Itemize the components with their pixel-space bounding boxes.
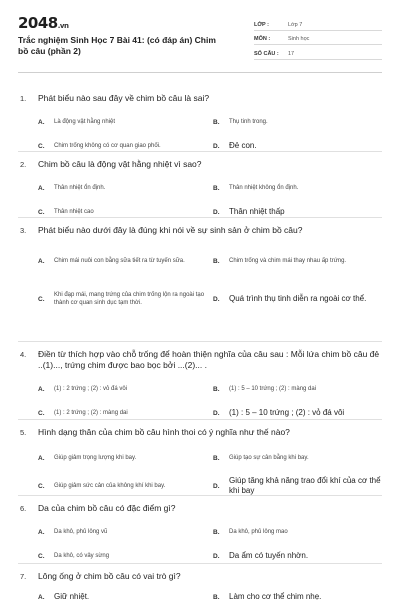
option-letter: D.	[213, 295, 220, 303]
answer-options	[18, 444, 382, 500]
answer-options	[18, 110, 382, 158]
question-number: 7.	[20, 572, 27, 581]
question-header	[18, 427, 382, 438]
option-letter: C.	[38, 295, 45, 303]
option-letter: A.	[38, 184, 45, 192]
question-text: Chim bồ câu là động vật hằng nhiệt vì sao?	[38, 159, 202, 169]
question-text: Hình dạng thân của chim bồ câu hình thoi có ý nghĩa như thế nào?	[38, 427, 290, 437]
logo-text: 2048	[18, 14, 58, 32]
answer-option-a[interactable]	[38, 444, 207, 472]
option-letter: D.	[213, 208, 220, 216]
option-text: Làm cho cơ thể chim nhẹ.	[229, 592, 322, 600]
answer-option-a[interactable]	[38, 110, 207, 134]
answer-option-a[interactable]	[38, 176, 207, 200]
option-letter: A.	[38, 385, 45, 393]
option-text: Khi đạp mái, mang trứng của chim trống lộn ra ngoài tạo thành cơ quan sinh dục tạm thời.	[54, 291, 205, 306]
meta-row	[254, 16, 382, 31]
option-letter: C.	[38, 482, 45, 490]
option-text: Giúp tăng khả năng trao đổi khí của cơ thể khi bay	[229, 476, 381, 495]
option-text: (1) : 2 trứng ; (2) : vỏ đá vôi	[54, 385, 128, 392]
option-text: Thụ tinh trong.	[229, 118, 268, 125]
question-text: Lông ống ở chim bồ câu có vai trò gì?	[38, 571, 181, 581]
answer-option-b[interactable]	[213, 242, 382, 280]
meta-label: MÔN :	[254, 36, 271, 42]
option-text: Da khô, có vảy sừng	[54, 552, 110, 559]
question-text: Phát biểu nào sau đây về chim bồ câu là sai?	[38, 93, 210, 103]
option-text: (1) : 5 – 10 trứng ; (2) : màng dai	[229, 385, 317, 392]
question-header	[18, 159, 382, 170]
question-number: 3.	[20, 226, 27, 235]
meta-info-table	[254, 16, 382, 62]
question-number: 6.	[20, 504, 27, 513]
question-number: 2.	[20, 160, 27, 169]
question-item	[18, 496, 382, 564]
question-header	[18, 571, 382, 582]
answer-option-a[interactable]	[38, 242, 207, 280]
option-letter: C.	[38, 142, 45, 150]
question-number: 5.	[20, 428, 27, 437]
question-item	[18, 218, 382, 342]
option-letter: B.	[213, 385, 220, 393]
question-header	[18, 225, 382, 236]
meta-value: Lớp 7	[288, 21, 303, 28]
answer-option-b[interactable]	[213, 588, 382, 600]
answer-option-b[interactable]	[213, 377, 382, 401]
site-logo[interactable]	[18, 14, 228, 32]
logo-suffix: .vn	[57, 22, 69, 30]
meta-row	[254, 31, 382, 46]
answer-option-b[interactable]	[213, 520, 382, 544]
option-letter: A.	[38, 257, 45, 265]
option-letter: A.	[38, 454, 45, 462]
answer-options	[18, 176, 382, 224]
question-item	[18, 152, 382, 218]
question-header	[18, 349, 382, 371]
meta-value: Sinh học	[288, 36, 310, 42]
option-letter: B.	[213, 118, 220, 126]
option-letter: D.	[213, 142, 220, 150]
question-item	[18, 420, 382, 496]
meta-row	[254, 45, 382, 60]
question-text: Phát biểu nào dưới đây là đúng khi nói về sự sinh sản ở chim bồ câu?	[38, 225, 303, 235]
option-text: (1) : 2 trứng ; (2) : màng dai	[54, 409, 128, 416]
option-letter: A.	[38, 593, 45, 600]
option-text: Giúp giảm trọng lượng khi bay.	[54, 454, 137, 461]
option-text: Giữ nhiệt.	[54, 592, 90, 600]
answer-options	[18, 242, 382, 318]
option-text: Quá trình thụ tinh diễn ra ngoài cơ thể.	[229, 294, 367, 303]
option-text: Giúp giảm sức cản của không khí khi bay.	[54, 482, 166, 489]
answer-option-d[interactable]	[213, 280, 382, 318]
option-letter: B.	[213, 528, 220, 536]
option-letter: C.	[38, 552, 45, 560]
option-text: Giúp tạo sự cân bằng khi bay.	[229, 454, 309, 461]
question-header	[18, 93, 382, 104]
option-text: Da ẩm có tuyến nhờn.	[229, 551, 309, 560]
question-item	[18, 342, 382, 420]
option-text: Là động vật hằng nhiệt	[54, 118, 116, 125]
question-item	[18, 86, 382, 152]
option-text: (1) : 5 – 10 trứng ; (2) : vỏ đá vôi	[229, 408, 345, 417]
answer-option-c[interactable]	[38, 280, 207, 318]
option-text: Thân nhiệt không ổn định.	[229, 184, 299, 191]
question-number: 4.	[20, 350, 27, 359]
header-divider	[18, 72, 382, 73]
answer-options	[18, 520, 382, 568]
option-text: Thân nhiệt ổn định.	[54, 184, 106, 191]
meta-label: SỐ CÂU :	[254, 50, 279, 57]
option-text: Da khô, phủ lông mao	[229, 528, 288, 535]
answer-option-b[interactable]	[213, 176, 382, 200]
question-item	[18, 564, 382, 600]
option-letter: B.	[213, 593, 220, 600]
answer-option-a[interactable]	[38, 588, 207, 600]
question-text: Điền từ thích hợp vào chỗ trống để hoàn thiện nghĩa của câu sau : Mỗi lứa chim bồ câu đẻ ..(1)..., trứng chim được bao bọc bởi ...(2)... .	[38, 349, 380, 370]
option-text: Chim trống không có cơ quan giao phối.	[54, 142, 161, 149]
option-text: Thân nhiệt thấp	[229, 207, 285, 216]
question-number: 1.	[20, 94, 27, 103]
option-text: Da khô, phủ lông vũ	[54, 528, 108, 535]
option-letter: B.	[213, 257, 220, 265]
page-title: Trắc nghiệm Sinh Học 7 Bài 41: (có đáp án) Chim bồ câu (phần 2)	[18, 35, 216, 56]
option-text: Chim trống và chim mái thay nhau ấp trứng.	[229, 257, 347, 264]
answer-option-a[interactable]	[38, 520, 207, 544]
answer-option-b[interactable]	[213, 110, 382, 134]
answer-options	[18, 588, 382, 600]
option-letter: C.	[38, 208, 45, 216]
header-left	[18, 14, 228, 62]
option-text: Thân nhiệt cao	[54, 208, 94, 215]
option-letter: C.	[38, 409, 45, 417]
option-letter: D.	[213, 482, 220, 490]
option-text: Đẻ con.	[229, 141, 257, 150]
option-letter: B.	[213, 184, 220, 192]
page-header	[18, 0, 382, 62]
option-letter: B.	[213, 454, 220, 462]
meta-label: LỚP :	[254, 21, 269, 28]
meta-value: 17	[288, 50, 295, 57]
answer-option-b[interactable]	[213, 444, 382, 472]
answer-option-a[interactable]	[38, 377, 207, 401]
question-text: Da của chim bồ câu có đặc điểm gì?	[38, 503, 176, 513]
option-letter: A.	[38, 118, 45, 126]
option-letter: A.	[38, 528, 45, 536]
option-letter: D.	[213, 409, 220, 417]
option-letter: D.	[213, 552, 220, 560]
option-text: Chim mái nuôi con bằng sữa tiết ra từ tuyến sữa.	[54, 257, 185, 264]
question-header	[18, 503, 382, 514]
answer-options	[18, 377, 382, 425]
